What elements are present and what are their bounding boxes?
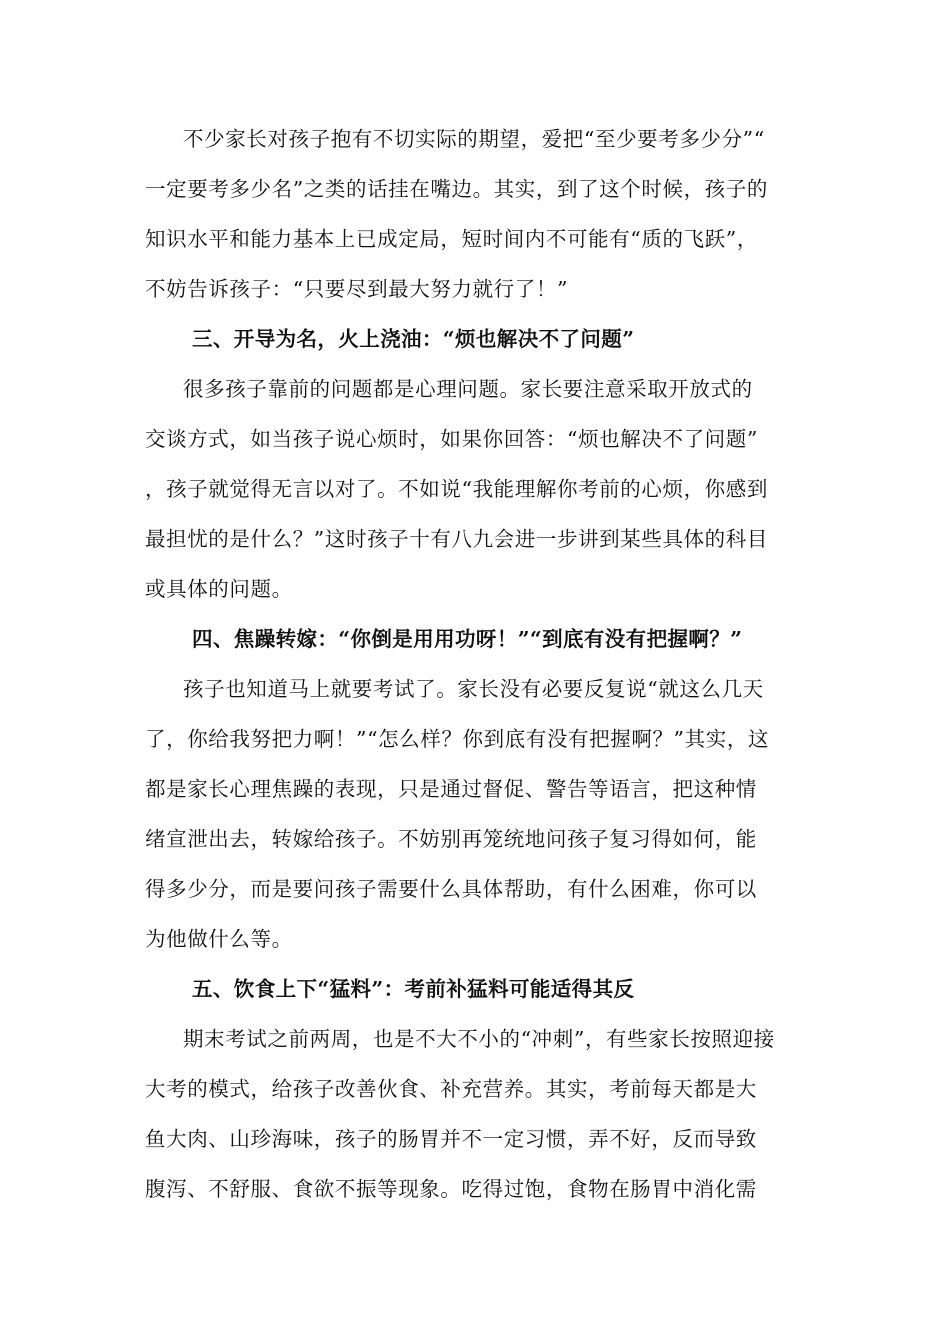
section-heading-4: 四、焦躁转嫁：“你倒是用用功呀！”“到底有没有把握啊？” <box>192 627 743 651</box>
paragraph-line: 大考的模式，给孩子改善伙食、补充营养。其实，考前每天都是大 <box>145 1077 757 1101</box>
paragraph-line: 最担忧的是什么？”这时孩子十有八九会进一步讲到某些具体的科目 <box>145 527 768 551</box>
paragraph-line: 不少家长对孩子抱有不切实际的期望，爱把“至少要考多少分”“ <box>183 127 765 151</box>
paragraph-line: 期末考试之前两周，也是不大不小的“冲刺”，有些家长按照迎接 <box>183 1027 775 1051</box>
paragraph-line: 孩子也知道马上就要考试了。家长没有必要反复说“就这么几天 <box>183 677 764 701</box>
section-heading-5: 五、饮食上下“猛料”：考前补猛料可能适得其反 <box>192 977 635 1001</box>
paragraph-line: 或具体的问题。 <box>145 577 293 601</box>
paragraph-line: 绪宣泄出去，转嫁给孩子。不妨别再笼统地问孩子复习得如何，能 <box>145 827 757 851</box>
paragraph-line: 知识水平和能力基本上已成定局，短时间内不可能有“质的飞跃”， <box>145 227 758 251</box>
paragraph-line: 都是家长心理焦躁的表现，只是通过督促、警告等语言，把这种情 <box>145 777 757 801</box>
paragraph-line: 鱼大肉、山珍海味，孩子的肠胃并不一定习惯，弄不好，反而导致 <box>145 1127 757 1151</box>
paragraph-line: 不妨告诉孩子：“只要尽到最大努力就行了！” <box>145 277 569 301</box>
paragraph-line: 很多孩子靠前的问题都是心理问题。家长要注意采取开放式的 <box>183 377 753 401</box>
paragraph-line: 得多少分，而是要问孩子需要什么具体帮助，有什么困难，你可以 <box>145 877 757 901</box>
paragraph-line: 腹泻、不舒服、食欲不振等现象。吃得过饱，食物在肠胃中消化需 <box>145 1177 757 1201</box>
paragraph-line: 一定要考多少名”之类的话挂在嘴边。其实，到了这个时候，孩子的 <box>145 177 768 201</box>
paragraph-line: ，孩子就觉得无言以对了。不如说“我能理解你考前的心烦，你感到 <box>145 477 768 501</box>
paragraph-line: 为他做什么等。 <box>145 927 293 951</box>
paragraph-line: 了，你给我努把力啊！”“怎么样？你到底有没有把握啊？”其实，这 <box>145 727 770 751</box>
paragraph-line: 交谈方式，如当孩子说心烦时，如果你回答：“烦也解决不了问题” <box>145 427 758 451</box>
section-heading-3: 三、开导为名，火上浇油：“烦也解决不了问题” <box>192 327 635 351</box>
